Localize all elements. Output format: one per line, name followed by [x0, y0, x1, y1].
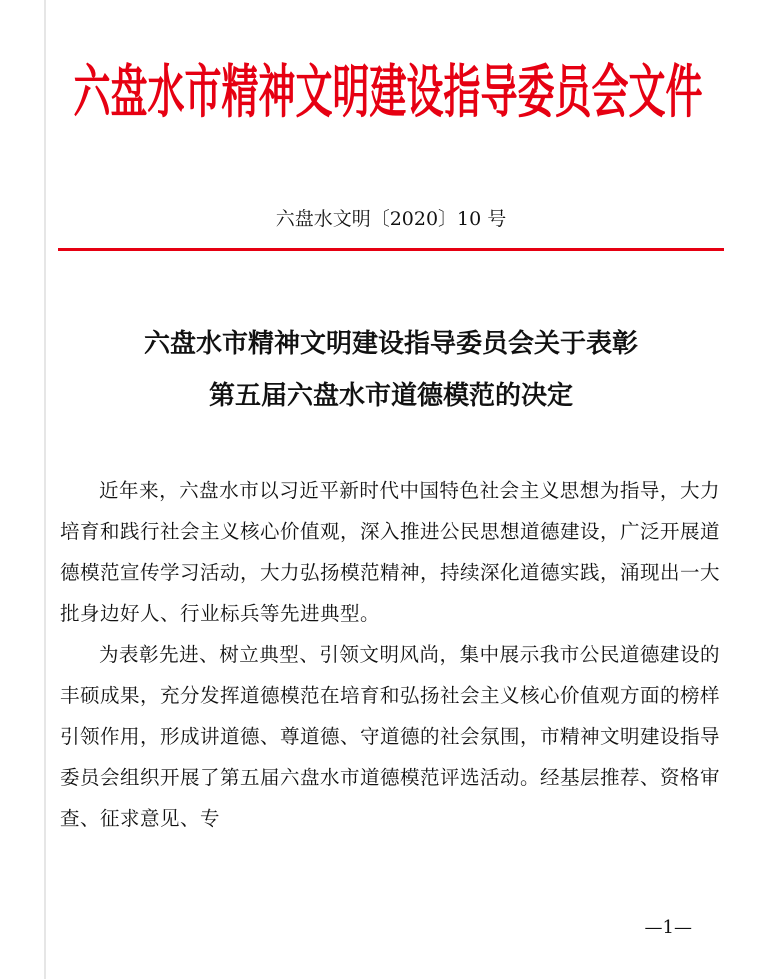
document-title-line-2: 第五届六盘水市道德模范的决定	[208, 381, 573, 411]
page-left-edge	[44, 0, 46, 979]
document-header-title: 六盘水市精神文明建设指导委员会文件	[73, 58, 703, 126]
body-paragraph-2: 为表彰先进、树立典型、引领文明风尚，集中展示我市公民道德建设的丰硕成果，充分发挥道德模范在培育和弘扬社会主义核心价值观方面的榜样引领作用，形成讲道德、尊道德、守道德的社会氛围，市精神文明建设指导委员会组织开展了第五届六盘水市道德模范评选活动。经基层推荐、资格审查、征求意见、专	[60, 643, 721, 830]
page-number: —1—	[644, 917, 692, 938]
document-number: 六盘水文明〔2020〕10 号	[275, 208, 507, 230]
body-paragraph-1: 近年来，六盘水市以习近平新时代中国特色社会主义思想为指导，大力培育和践行社会主义核心价值观，深入推进公民思想道德建设，广泛开展道德模范宣传学习活动，大力弘扬模范精神，持续深化道德实践，涌现出一大批身边好人、行业标兵等先进典型。	[60, 479, 721, 625]
document-body	[60, 470, 720, 839]
red-divider-rule	[58, 248, 724, 251]
document-title	[60, 318, 722, 422]
document-title-line-1: 六盘水市精神文明建设指导委员会关于表彰	[143, 329, 638, 359]
